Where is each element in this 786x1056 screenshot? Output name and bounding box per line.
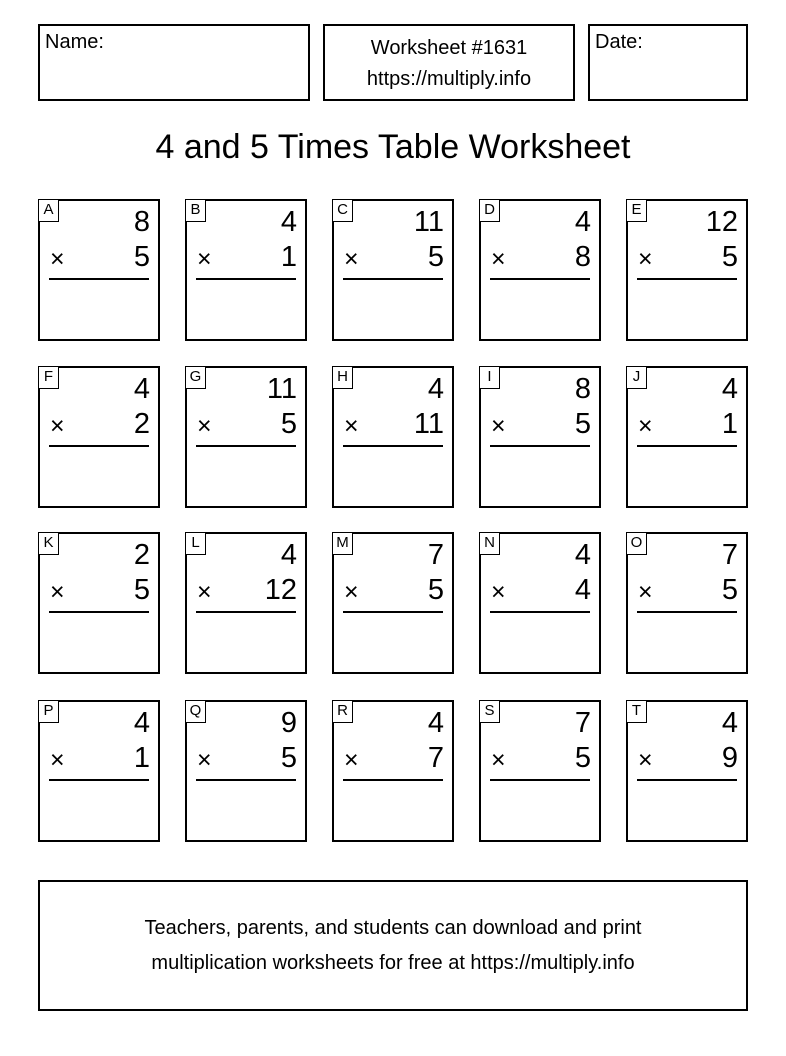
problem-card	[626, 700, 748, 842]
footer-line-2: multiplication worksheets for free at https://multiply.info	[151, 952, 635, 974]
problem-top-number: 4	[427, 707, 444, 739]
problem-bottom-number: 5	[133, 574, 150, 606]
problem-letter: G	[185, 366, 206, 389]
page-title: 4 and 5 Times Table Worksheet	[155, 128, 631, 166]
problem-top-number: 4	[574, 539, 591, 571]
times-sign: ×	[197, 412, 212, 440]
times-sign: ×	[491, 245, 506, 273]
problem-top-number: 4	[721, 707, 738, 739]
problem-letter: I	[479, 366, 500, 389]
times-sign: ×	[638, 412, 653, 440]
problem-letter: R	[332, 700, 353, 723]
problem-card	[626, 199, 748, 341]
answer-line	[343, 445, 443, 447]
problem-bottom-number: 12	[264, 574, 297, 606]
problem-bottom-number: 2	[133, 408, 150, 440]
times-sign: ×	[197, 746, 212, 774]
times-sign: ×	[50, 412, 65, 440]
problem-card	[332, 366, 454, 508]
problem-letter: B	[185, 199, 206, 222]
problem-card	[332, 700, 454, 842]
problem-top-number: 4	[280, 539, 297, 571]
problem-bottom-number: 5	[280, 742, 297, 774]
problem-letter: E	[626, 199, 647, 222]
name-label: Name:	[45, 31, 104, 53]
problem-letter: C	[332, 199, 353, 222]
times-sign: ×	[491, 746, 506, 774]
problem-letter: O	[626, 532, 647, 555]
answer-line	[49, 445, 149, 447]
answer-line	[490, 445, 590, 447]
problem-top-number: 4	[133, 707, 150, 739]
times-sign: ×	[197, 578, 212, 606]
answer-line	[196, 445, 296, 447]
problem-letter: F	[38, 366, 59, 389]
problem-letter: D	[479, 199, 500, 222]
problem-top-number: 8	[574, 373, 591, 405]
answer-line	[490, 611, 590, 613]
problem-top-number: 4	[721, 373, 738, 405]
problem-card	[479, 366, 601, 508]
problem-card	[332, 532, 454, 674]
problem-card	[185, 700, 307, 842]
answer-line	[637, 611, 737, 613]
problem-bottom-number: 4	[574, 574, 591, 606]
answer-line	[49, 779, 149, 781]
problem-bottom-number: 5	[574, 408, 591, 440]
problem-bottom-number: 11	[413, 408, 444, 440]
answer-line	[637, 278, 737, 280]
answer-line	[637, 445, 737, 447]
problem-bottom-number: 5	[721, 241, 738, 273]
problem-card	[479, 532, 601, 674]
times-sign: ×	[491, 578, 506, 606]
problem-bottom-number: 5	[280, 408, 297, 440]
problem-bottom-number: 9	[721, 742, 738, 774]
answer-line	[490, 278, 590, 280]
problem-bottom-number: 1	[133, 742, 150, 774]
answer-line	[49, 611, 149, 613]
problem-top-number: 2	[133, 539, 150, 571]
worksheet-url: https://multiply.info	[366, 68, 532, 90]
answer-line	[637, 779, 737, 781]
problem-bottom-number: 8	[574, 241, 591, 273]
problem-card	[626, 532, 748, 674]
answer-line	[343, 278, 443, 280]
times-sign: ×	[344, 578, 359, 606]
problem-top-number: 7	[574, 707, 591, 739]
problem-top-number: 4	[427, 373, 444, 405]
problem-top-number: 11	[266, 373, 297, 405]
problem-letter: N	[479, 532, 500, 555]
date-label: Date:	[595, 31, 643, 53]
problem-letter: J	[626, 366, 647, 389]
problem-card	[38, 532, 160, 674]
problem-card	[479, 700, 601, 842]
problem-top-number: 12	[705, 206, 738, 238]
problem-bottom-number: 5	[427, 241, 444, 273]
problem-card	[479, 199, 601, 341]
times-sign: ×	[344, 412, 359, 440]
problem-bottom-number: 5	[427, 574, 444, 606]
answer-line	[343, 779, 443, 781]
problem-top-number: 8	[133, 206, 150, 238]
times-sign: ×	[638, 746, 653, 774]
problem-top-number: 11	[413, 206, 444, 238]
footer-line-1: Teachers, parents, and students can download and print	[144, 917, 642, 939]
problem-card	[38, 366, 160, 508]
problem-letter: T	[626, 700, 647, 723]
times-sign: ×	[344, 245, 359, 273]
footer-box	[38, 880, 748, 1011]
problem-top-number: 7	[721, 539, 738, 571]
problem-card	[185, 366, 307, 508]
problem-top-number: 4	[574, 206, 591, 238]
problem-letter: A	[38, 199, 59, 222]
problem-letter: P	[38, 700, 59, 723]
problem-letter: H	[332, 366, 353, 389]
problem-letter: K	[38, 532, 59, 555]
problem-top-number: 9	[280, 707, 297, 739]
times-sign: ×	[344, 746, 359, 774]
problem-card	[185, 199, 307, 341]
problem-top-number: 4	[133, 373, 150, 405]
problem-bottom-number: 5	[721, 574, 738, 606]
problem-bottom-number: 1	[721, 408, 738, 440]
problem-bottom-number: 5	[133, 241, 150, 273]
problem-bottom-number: 5	[574, 742, 591, 774]
answer-line	[196, 278, 296, 280]
problem-letter: L	[185, 532, 206, 555]
problem-letter: M	[332, 532, 353, 555]
problem-card	[185, 532, 307, 674]
answer-line	[490, 779, 590, 781]
answer-line	[49, 278, 149, 280]
problem-bottom-number: 7	[427, 742, 444, 774]
times-sign: ×	[50, 578, 65, 606]
times-sign: ×	[491, 412, 506, 440]
problem-bottom-number: 1	[280, 241, 297, 273]
answer-line	[196, 611, 296, 613]
times-sign: ×	[638, 578, 653, 606]
problem-letter: S	[479, 700, 500, 723]
problem-card	[626, 366, 748, 508]
times-sign: ×	[197, 245, 212, 273]
problem-card	[38, 199, 160, 341]
problem-card	[332, 199, 454, 341]
times-sign: ×	[638, 245, 653, 273]
problem-card	[38, 700, 160, 842]
problem-top-number: 7	[427, 539, 444, 571]
worksheet-number: Worksheet #1631	[370, 37, 528, 59]
problem-letter: Q	[185, 700, 206, 723]
problem-top-number: 4	[280, 206, 297, 238]
times-sign: ×	[50, 245, 65, 273]
times-sign: ×	[50, 746, 65, 774]
answer-line	[196, 779, 296, 781]
answer-line	[343, 611, 443, 613]
